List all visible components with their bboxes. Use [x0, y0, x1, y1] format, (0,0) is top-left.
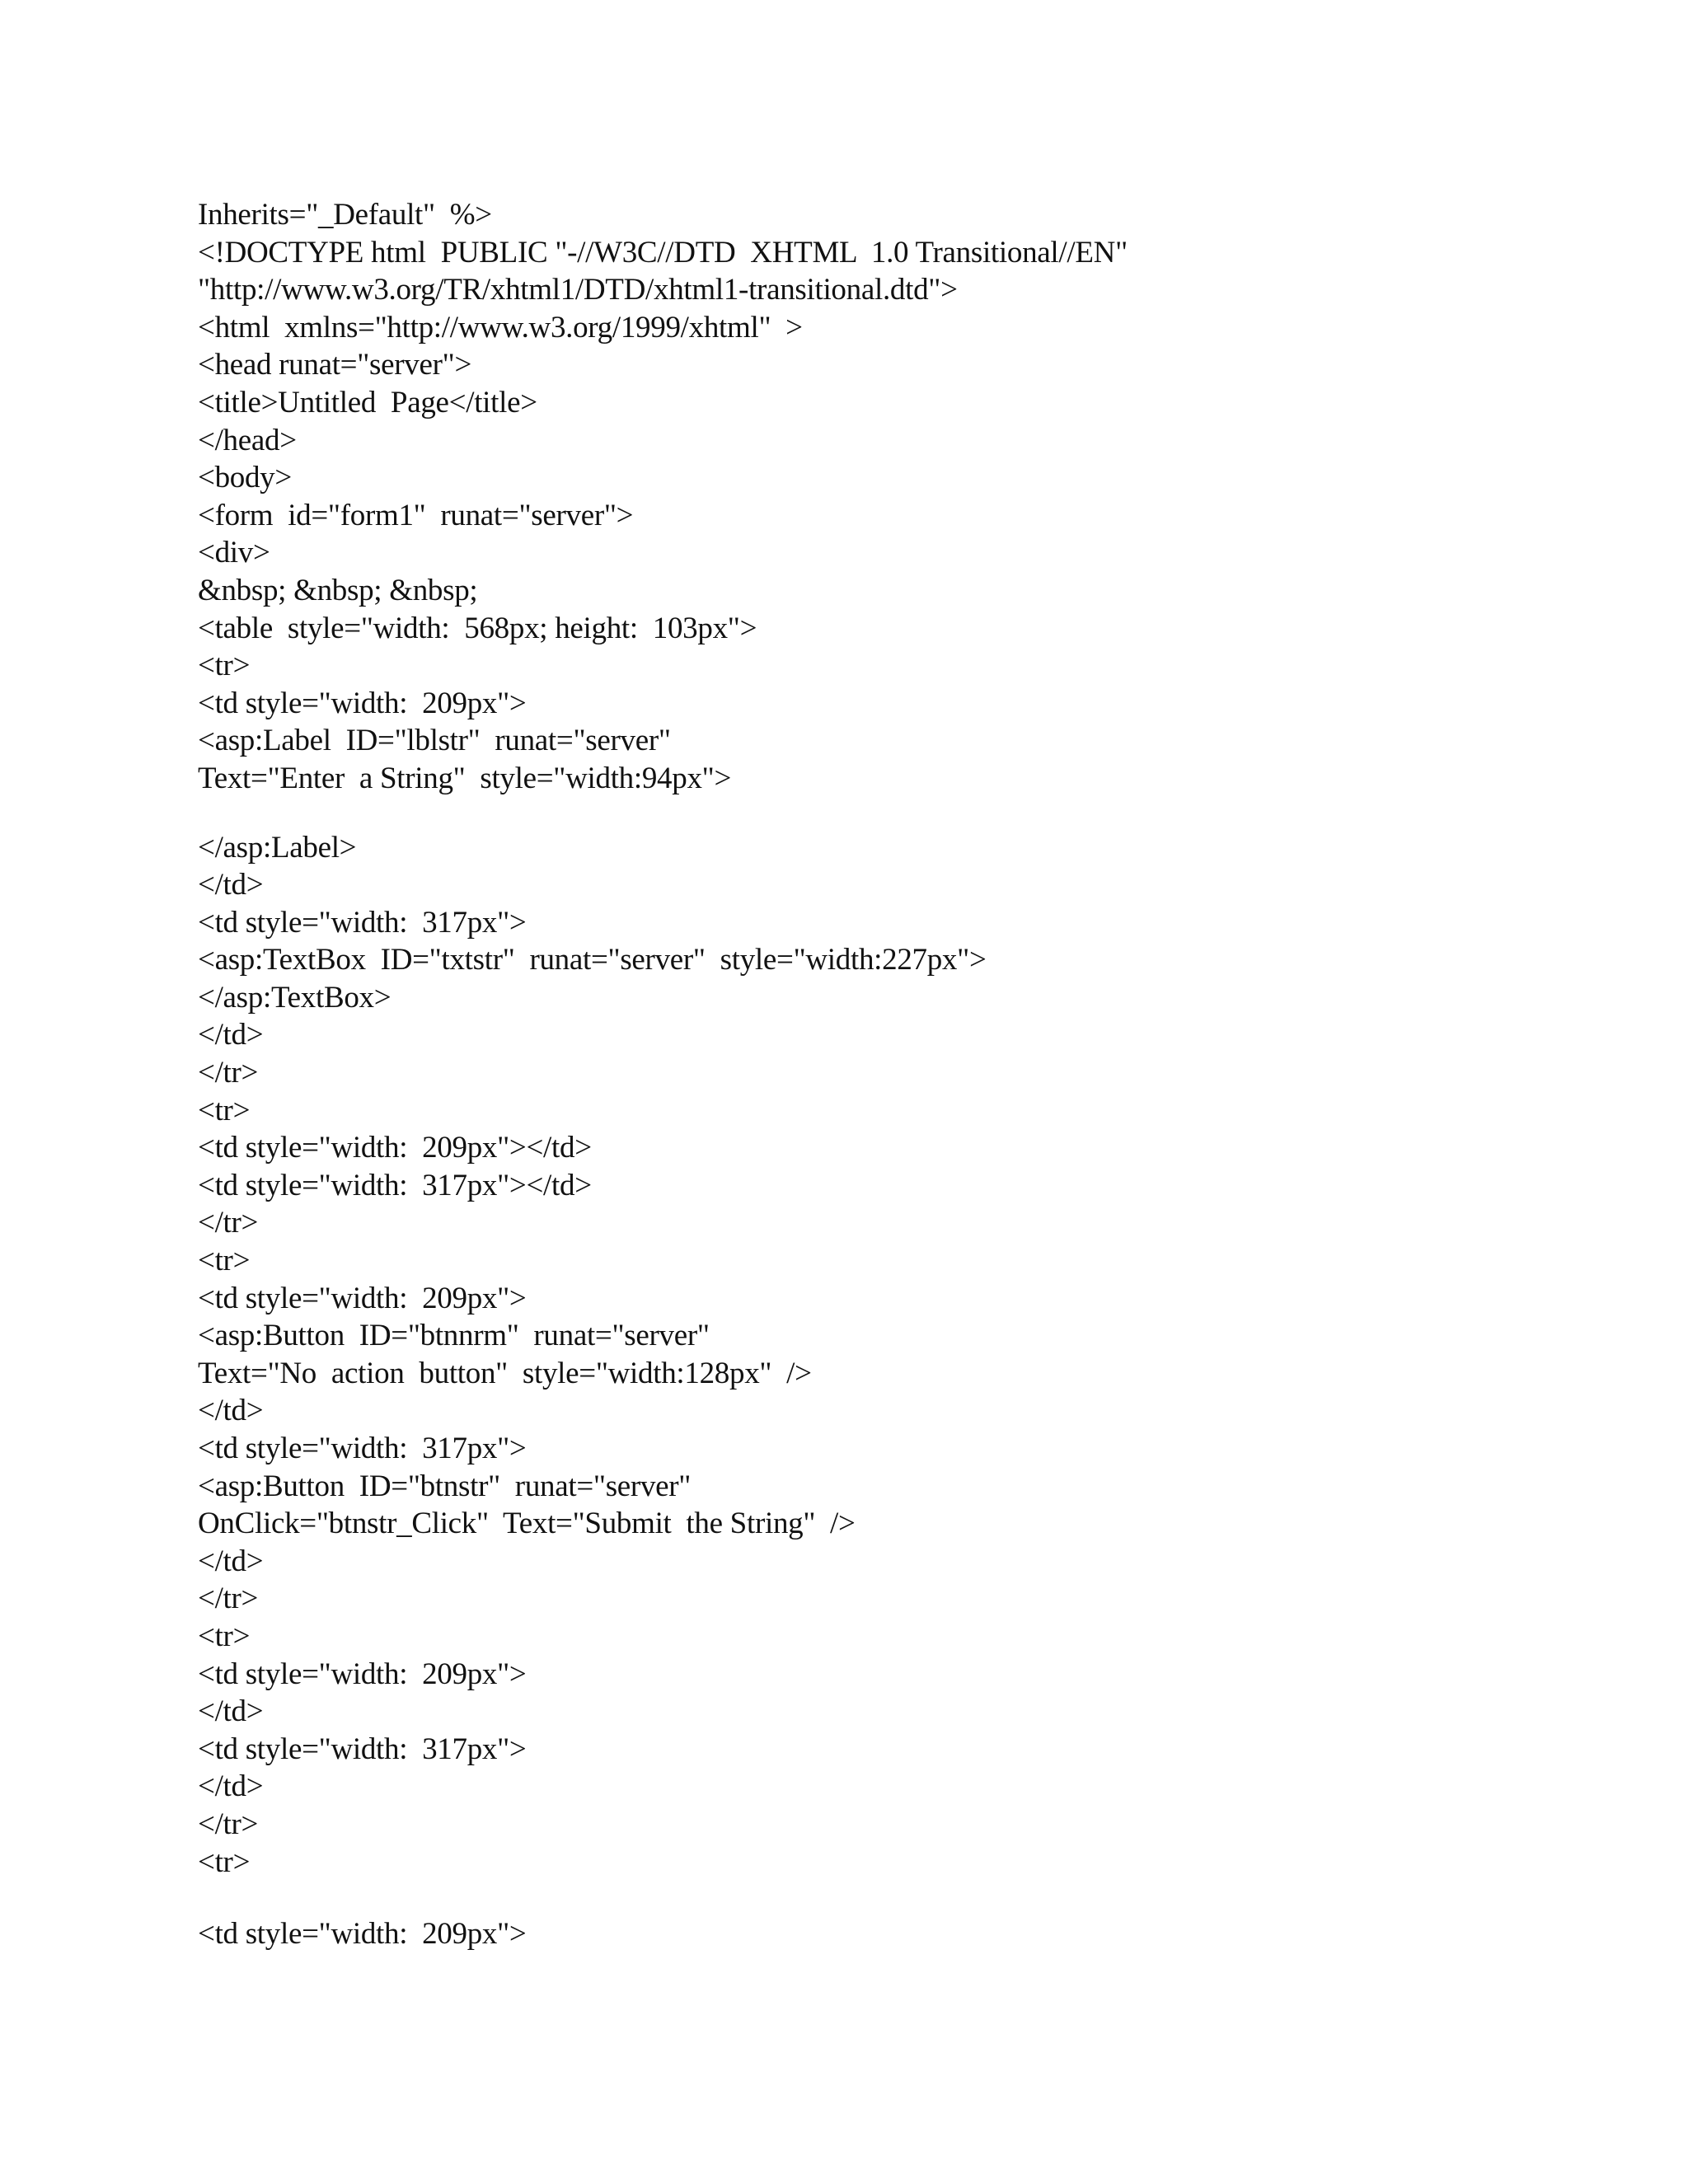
code-line: </tr>: [198, 1206, 259, 1240]
code-line: <asp:Button ID="btnstr" runat="server": [198, 1469, 692, 1503]
code-line: <td style="width: 209px">: [198, 1917, 527, 1952]
code-line: </td>: [198, 1394, 264, 1428]
code-listing: [198, 196, 1599, 1953]
code-line: </td>: [198, 1769, 264, 1804]
code-line: Text="Enter a String" style="width:94px">: [198, 761, 732, 795]
code-line: <html xmlns="http://www.w3.org/1999/xhtml" >: [198, 310, 803, 344]
code-line: <asp:Button ID="btnnrm" runat="server": [198, 1319, 710, 1353]
code-line: "http://www.w3.org/TR/xhtml1/DTD/xhtml1-transitional.dtd">: [198, 273, 958, 307]
code-line: <tr>: [198, 1844, 251, 1879]
code-line: OnClick="btnstr_Click" Text="Submit the String" />: [198, 1507, 856, 1541]
code-line: Inherits="_Default" %>: [198, 198, 492, 232]
code-line: </td>: [198, 1694, 264, 1729]
code-line: <td style="width: 209px"></td>: [198, 1131, 592, 1165]
code-line: </tr>: [198, 1582, 259, 1616]
code-line: <td style="width: 209px">: [198, 1281, 527, 1315]
code-line: Text="No action button" style="width:128px" />: [198, 1356, 812, 1390]
code-line: <form id="form1" runat="server">: [198, 498, 634, 532]
code-line: <td style="width: 209px">: [198, 1657, 527, 1691]
code-line: </td>: [198, 1018, 264, 1052]
code-line: <asp:TextBox ID="txtstr" runat="server" style="width:227px">: [198, 943, 987, 977]
code-line: <td style="width: 317px"></td>: [198, 1168, 592, 1202]
code-line: <asp:Label ID="lblstr" runat="server": [198, 724, 671, 758]
code-line: <td style="width: 317px">: [198, 1432, 527, 1465]
code-line: <td style="width: 209px">: [198, 686, 527, 720]
code-line: <head runat="server">: [198, 348, 472, 382]
code-line: <tr>: [198, 649, 251, 683]
code-line: <title>Untitled Page</title>: [198, 385, 537, 419]
code-line: </tr>: [198, 1807, 259, 1841]
code-line: <tr>: [198, 1244, 251, 1278]
code-line: </td>: [198, 868, 264, 902]
code-line: <table style="width: 568px; height: 103px">: [198, 611, 757, 645]
code-line: &nbsp; &nbsp; &nbsp;: [198, 573, 478, 607]
code-line: <td style="width: 317px">: [198, 905, 527, 940]
code-line: </td>: [198, 1544, 264, 1578]
code-line: <!DOCTYPE html PUBLIC "-//W3C//DTD XHTML 1.0 Transitional//EN": [198, 235, 1128, 269]
code-line: <tr>: [198, 1619, 251, 1653]
code-line: <tr>: [198, 1093, 251, 1127]
code-line: <body>: [198, 461, 292, 495]
code-line: <td style="width: 317px">: [198, 1732, 527, 1766]
code-line: </asp:Label>: [198, 830, 357, 865]
code-line: </head>: [198, 423, 297, 457]
code-line: </tr>: [198, 1056, 259, 1090]
code-line: <div>: [198, 536, 270, 570]
code-line: </asp:TextBox>: [198, 980, 392, 1015]
